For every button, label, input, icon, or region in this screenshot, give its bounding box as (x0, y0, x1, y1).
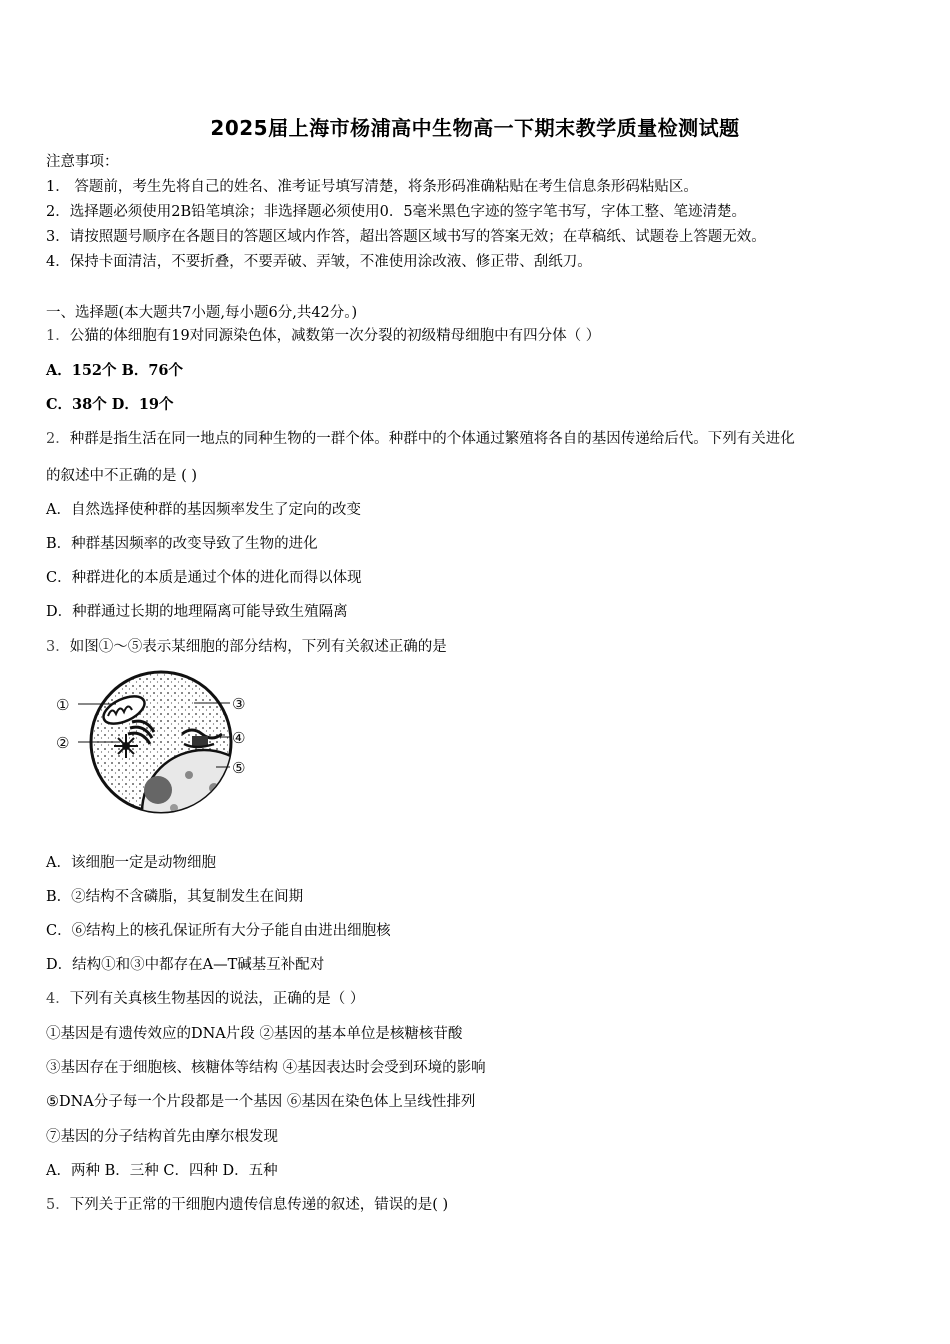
figure-label-5: ⑤ (232, 759, 246, 777)
question-stem: 公猫的体细胞有19对同源染色体，减数第一次分裂的初级精母细胞中有四分体（ ） (69, 328, 601, 344)
question-number: 3． (46, 639, 70, 655)
question-2 (46, 429, 795, 449)
question-number: 4． (46, 991, 70, 1007)
figure-label-1: ① (56, 696, 70, 714)
question-4-statement: ③基因存在于细胞核、核糖体等结构 ④基因表达时会受到环境的影响 (46, 1060, 486, 1076)
section-heading: 一、选择题(本大题共7小题,每小题6分,共42分。) (46, 305, 358, 321)
question-3-option-c: C．⑥结构上的核孔保证所有大分子能自由进出细胞核 (46, 923, 391, 939)
question-2-option-b: B．种群基因频率的改变导致了生物的进化 (46, 536, 318, 552)
question-3-option-b: B．②结构不含磷脂，其复制发生在间期 (46, 889, 304, 905)
question-4-statement: ⑤DNA分子每一个片段都是一个基因 ⑥基因在染色体上呈线性排列 (46, 1094, 476, 1110)
question-stem: 下列关于正常的干细胞内遗传信息传递的叙述，错误的是( ) (69, 1197, 449, 1213)
question-number: 2． (46, 431, 70, 447)
notice-item: 1． 答题前，考生先将自己的姓名、准考证号填写清楚，将条形码准确粘贴在考生信息条形码粘贴区。 (46, 179, 698, 195)
figure-label-2: ② (56, 734, 70, 752)
question-2-option-a: A．自然选择使种群的基因频率发生了定向的改变 (46, 502, 361, 518)
question-4 (46, 989, 364, 1009)
cell-structure-figure (54, 670, 264, 820)
question-2-stem-continued: 的叙述中不正确的是 ( ) (46, 468, 198, 484)
notice-item: 2．选择题必须使用2B铅笔填涂；非选择题必须使用0．5毫米黑色字迹的签字笔书写，字体工整、笔迹清楚。 (46, 204, 747, 220)
question-stem: 种群是指生活在同一地点的同种生物的一群个体。种群中的个体通过繁殖将各自的基因传递给后代。下列有关进化 (69, 431, 795, 447)
question-4-options: A．两种 B．三种 C．四种 D．五种 (46, 1163, 278, 1179)
notice-item: 4．保持卡面清洁，不要折叠，不要弄破、弄皱，不准使用涂改液、修正带、刮纸刀。 (46, 254, 592, 270)
question-stem: 如图①～⑤表示某细胞的部分结构，下列有关叙述正确的是 (69, 639, 447, 655)
question-2-option-d: D．种群通过长期的地理隔离可能导致生殖隔离 (46, 604, 348, 620)
question-4-statement: ⑦基因的分子结构首先由摩尔根发现 (46, 1129, 278, 1145)
question-number: 5． (46, 1197, 70, 1213)
figure-label-3: ③ (232, 695, 246, 713)
question-4-statement: ①基因是有遗传效应的DNA片段 ②基因的基本单位是核糖核苷酸 (46, 1026, 463, 1042)
page-title: 2025届上海市杨浦高中生物高一下期末教学质量检测试题 (210, 116, 740, 140)
cell-diagram (54, 670, 264, 820)
question-1-options-ab: A．152个 B．76个 (46, 362, 183, 379)
question-3 (46, 637, 447, 657)
question-3-option-d: D．结构①和③中都存在A—T碱基互补配对 (46, 957, 325, 973)
question-2-option-c: C．种群进化的本质是通过个体的进化而得以体现 (46, 570, 362, 586)
question-number: 1． (46, 328, 70, 344)
notice-heading: 注意事项： (46, 154, 119, 170)
question-stem: 下列有关真核生物基因的说法，正确的是（ ） (69, 991, 365, 1007)
question-5 (46, 1195, 448, 1215)
question-1-options-cd: C．38个 D．19个 (46, 396, 174, 413)
notice-item: 3．请按照题号顺序在各题目的答题区域内作答，超出答题区域书写的答案无效；在草稿纸、试题卷上答题无效。 (46, 229, 766, 245)
question-3-option-a: A．该细胞一定是动物细胞 (46, 855, 216, 871)
question-1 (46, 326, 600, 346)
figure-label-4: ④ (232, 729, 246, 747)
